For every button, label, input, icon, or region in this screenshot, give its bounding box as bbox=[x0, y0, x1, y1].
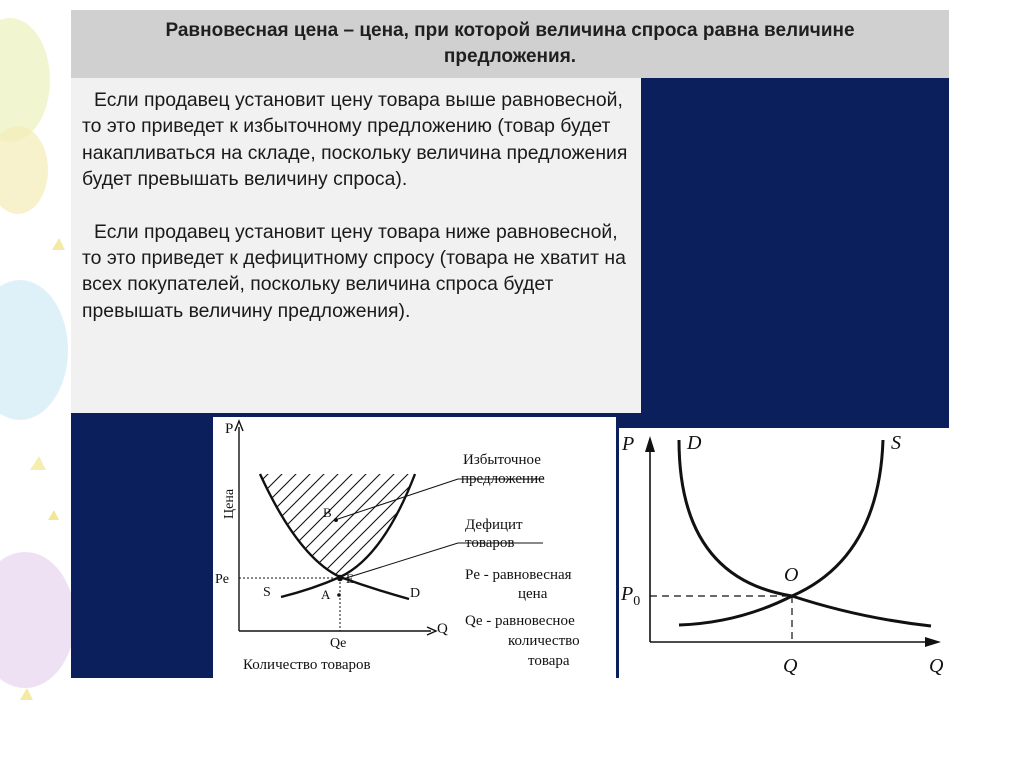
right-supply-curve bbox=[679, 440, 883, 625]
right-x-arrow bbox=[925, 637, 941, 647]
point-e-label: E bbox=[346, 571, 354, 586]
legend-pe-line2: цена bbox=[518, 586, 548, 602]
excess-label-line1: Избыточное bbox=[463, 452, 541, 468]
p0-label: $P_0$ bbox=[621, 583, 641, 609]
legend-qe-line3: товара bbox=[528, 653, 570, 669]
point-e-marker bbox=[337, 575, 343, 581]
left-y-letter: P bbox=[225, 421, 234, 437]
pe-label: Pe bbox=[215, 572, 229, 587]
left-chart-panel bbox=[213, 417, 616, 678]
qe-label: Qe bbox=[330, 636, 347, 651]
left-x-label: Количество товаров bbox=[243, 657, 371, 673]
text-box bbox=[71, 78, 641, 413]
left-x-letter: Q bbox=[437, 621, 448, 637]
point-a-label: A bbox=[321, 587, 331, 602]
right-demand-curve bbox=[679, 440, 931, 626]
deficit-label-line1: Дефицит bbox=[465, 517, 523, 533]
paragraph-excess-supply: Если продавец установит цену товара выше равновесной, то это приведет к избыточному предложению (товар будет накапливаться на складе, поскольку величина предложения будет превышать величину спроса). bbox=[82, 89, 628, 191]
deficit-label-line2: товаров bbox=[465, 535, 515, 551]
right-x-letter: Q bbox=[929, 655, 944, 677]
right-y-letter: P bbox=[622, 433, 635, 455]
slide-title: Равновесная цена – цена, при которой величина спроса равна величине предложения. bbox=[71, 10, 949, 78]
point-b-label: B bbox=[323, 505, 332, 520]
legend-pe-line1: Pe - равновесная bbox=[465, 567, 572, 583]
legend-qe-line2: количество bbox=[508, 633, 580, 649]
left-equilibrium-chart bbox=[213, 417, 616, 678]
excess-supply-hatch bbox=[253, 467, 423, 587]
left-demand-label: D bbox=[410, 586, 421, 601]
right-demand-label: D bbox=[687, 432, 702, 454]
excess-label-line2: предложение bbox=[461, 471, 545, 487]
point-a-marker bbox=[337, 593, 341, 597]
left-y-label: Цена bbox=[222, 488, 237, 519]
right-equilibrium-chart bbox=[619, 428, 949, 678]
right-supply-label: S bbox=[891, 432, 901, 454]
right-y-arrow bbox=[645, 436, 655, 452]
paragraph-deficit-demand: Если продавец установит цену товара ниже равновесной, то это приведет к дефицитному спросу (товара не хватит на всех покупателей, поскольку величина спроса будет превышать величину предложения). bbox=[82, 220, 626, 322]
q-label: Q bbox=[783, 655, 798, 677]
point-b-marker bbox=[334, 518, 338, 522]
right-chart-panel bbox=[619, 428, 949, 678]
decorative-balloons bbox=[0, 0, 75, 767]
left-supply-label: S bbox=[263, 585, 271, 600]
equilibrium-o-label: O bbox=[784, 564, 799, 586]
legend-qe-line1: Qe - равновесное bbox=[465, 613, 575, 629]
